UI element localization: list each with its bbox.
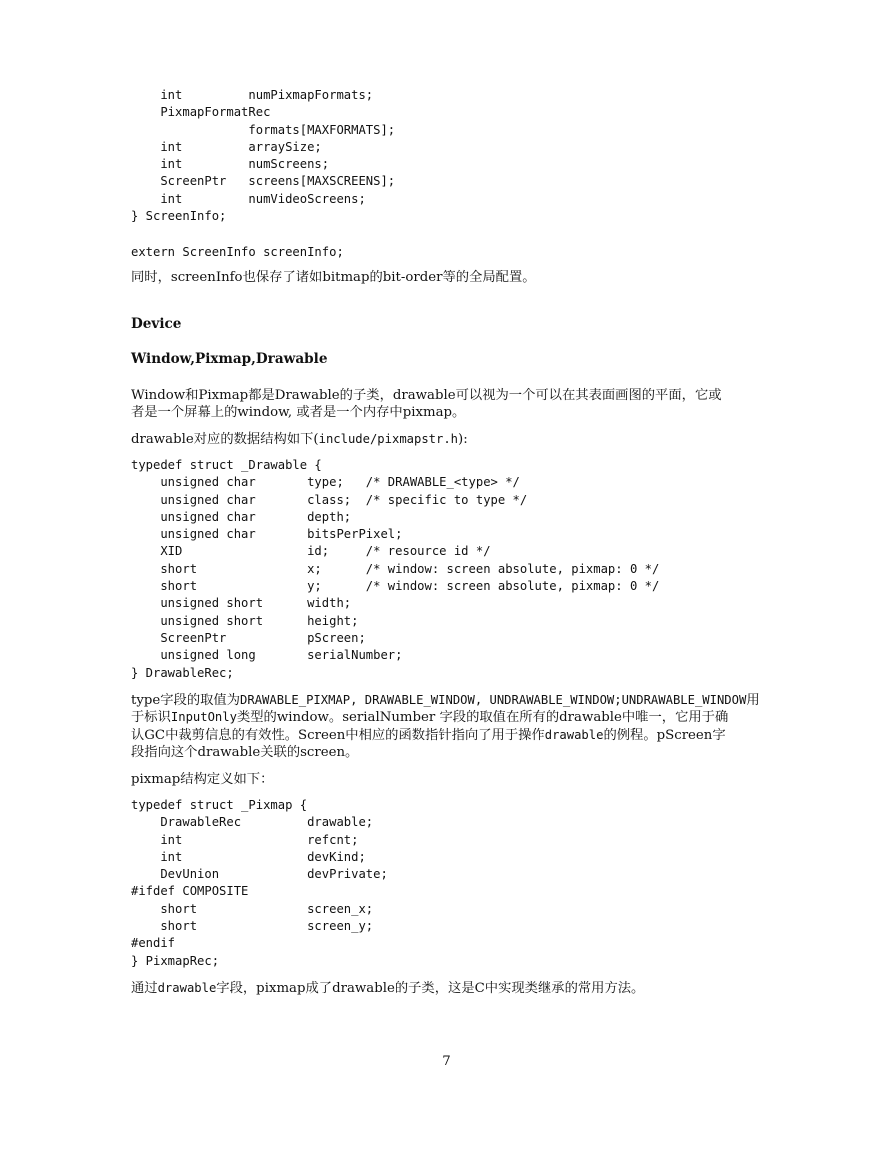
- text-run: 认GC中裁剪信息的有效性。Screen中相应的函数指针指向了用于操作: [131, 727, 545, 743]
- code-block-screeninfo-struct: int numPixmapFormats; PixmapFormatRec formats[MAXFORMATS]; int arraySize; int numScreens; ScreenPtr screens[MAXSCREENS]; int numVideoScreens; } ScreenInfo;: [131, 88, 396, 224]
- code-block-pixmap-struct: typedef struct _Pixmap { DrawableRec drawable; int refcnt; int devKind; DevUnion devPrivate; #ifdef COMPOSITE short screen_x; short screen_y; #endif } PixmapRec;: [131, 798, 388, 968]
- paragraph-line: [131, 727, 796, 744]
- paragraph-pixmap-definition: pixmap结构定义如下：: [131, 772, 274, 787]
- paragraph-line: Window和Pixmap都是Drawable的子类，drawable可以视为一个可以在其表面画图的平面，它或: [131, 388, 722, 403]
- inline-code-header-path: include/pixmapstr.h: [318, 432, 459, 446]
- paragraph-line: [131, 692, 796, 709]
- section-heading-device: Device: [131, 316, 182, 332]
- text-run: type字段的取值为: [131, 693, 241, 708]
- text-run: 于标识: [131, 710, 171, 726]
- text-run: ):: [458, 432, 468, 447]
- inline-code-drawable-field: drawable: [157, 981, 217, 995]
- text-run: drawable对应的数据结构如下(: [131, 432, 319, 447]
- paragraph-line: 段指向这个drawable关联的screen。: [131, 744, 359, 760]
- paragraph-drawable-intro: [131, 387, 796, 422]
- page-number: 7: [442, 1054, 451, 1069]
- inline-code-drawable: drawable: [544, 727, 604, 742]
- paragraph-line: 者是一个屏幕上的window, 或者是一个内存中pixmap。: [131, 405, 466, 421]
- text-run: 类型的window。serialNumber 字段的取值在所有的drawable中唯一，它用于确: [236, 710, 729, 726]
- text-run: 的例程。pScreen字: [603, 727, 726, 743]
- subsection-heading-window-pixmap-drawable: Window,Pixmap,Drawable: [131, 351, 328, 367]
- paragraph-screeninfo-config: 同时，screenInfo也保存了诸如bitmap的bit-order等的全局配置。: [131, 270, 536, 285]
- paragraph-type-field: [131, 692, 796, 761]
- paragraph-drawable-struct-source: [131, 431, 796, 448]
- code-line-extern-screeninfo: extern ScreenInfo screenInfo;: [131, 245, 344, 259]
- text-run: 通过: [131, 981, 158, 996]
- inline-code-drawable-types: DRAWABLE_PIXMAP, DRAWABLE_WINDOW, UNDRAWABLE_WINDOW;UNDRAWABLE_WINDOW: [240, 693, 747, 707]
- paragraph-line: [131, 709, 796, 726]
- paragraph-inheritance: [131, 980, 796, 997]
- inline-code-inputonly: InputOnly: [170, 710, 237, 725]
- text-run: 字段，pixmap成了drawable的子类，这是C中实现类继承的常用方法。: [216, 981, 645, 996]
- code-block-drawable-struct: typedef struct _Drawable { unsigned char type; /* DRAWABLE_<type> */ unsigned char class; /* specific to type */ unsigned char depth; unsigned char bitsPerPixel; XID id; /* resource id */ short x; /* window: screen absolute, pixmap: 0 */ short y; /* window: screen absolute, pixmap: 0 */ unsigned short width; unsigned short height; ScreenPtr pScreen; unsigned long serialNumber; } DrawableRec;: [131, 458, 660, 680]
- text-run: 用: [746, 693, 760, 708]
